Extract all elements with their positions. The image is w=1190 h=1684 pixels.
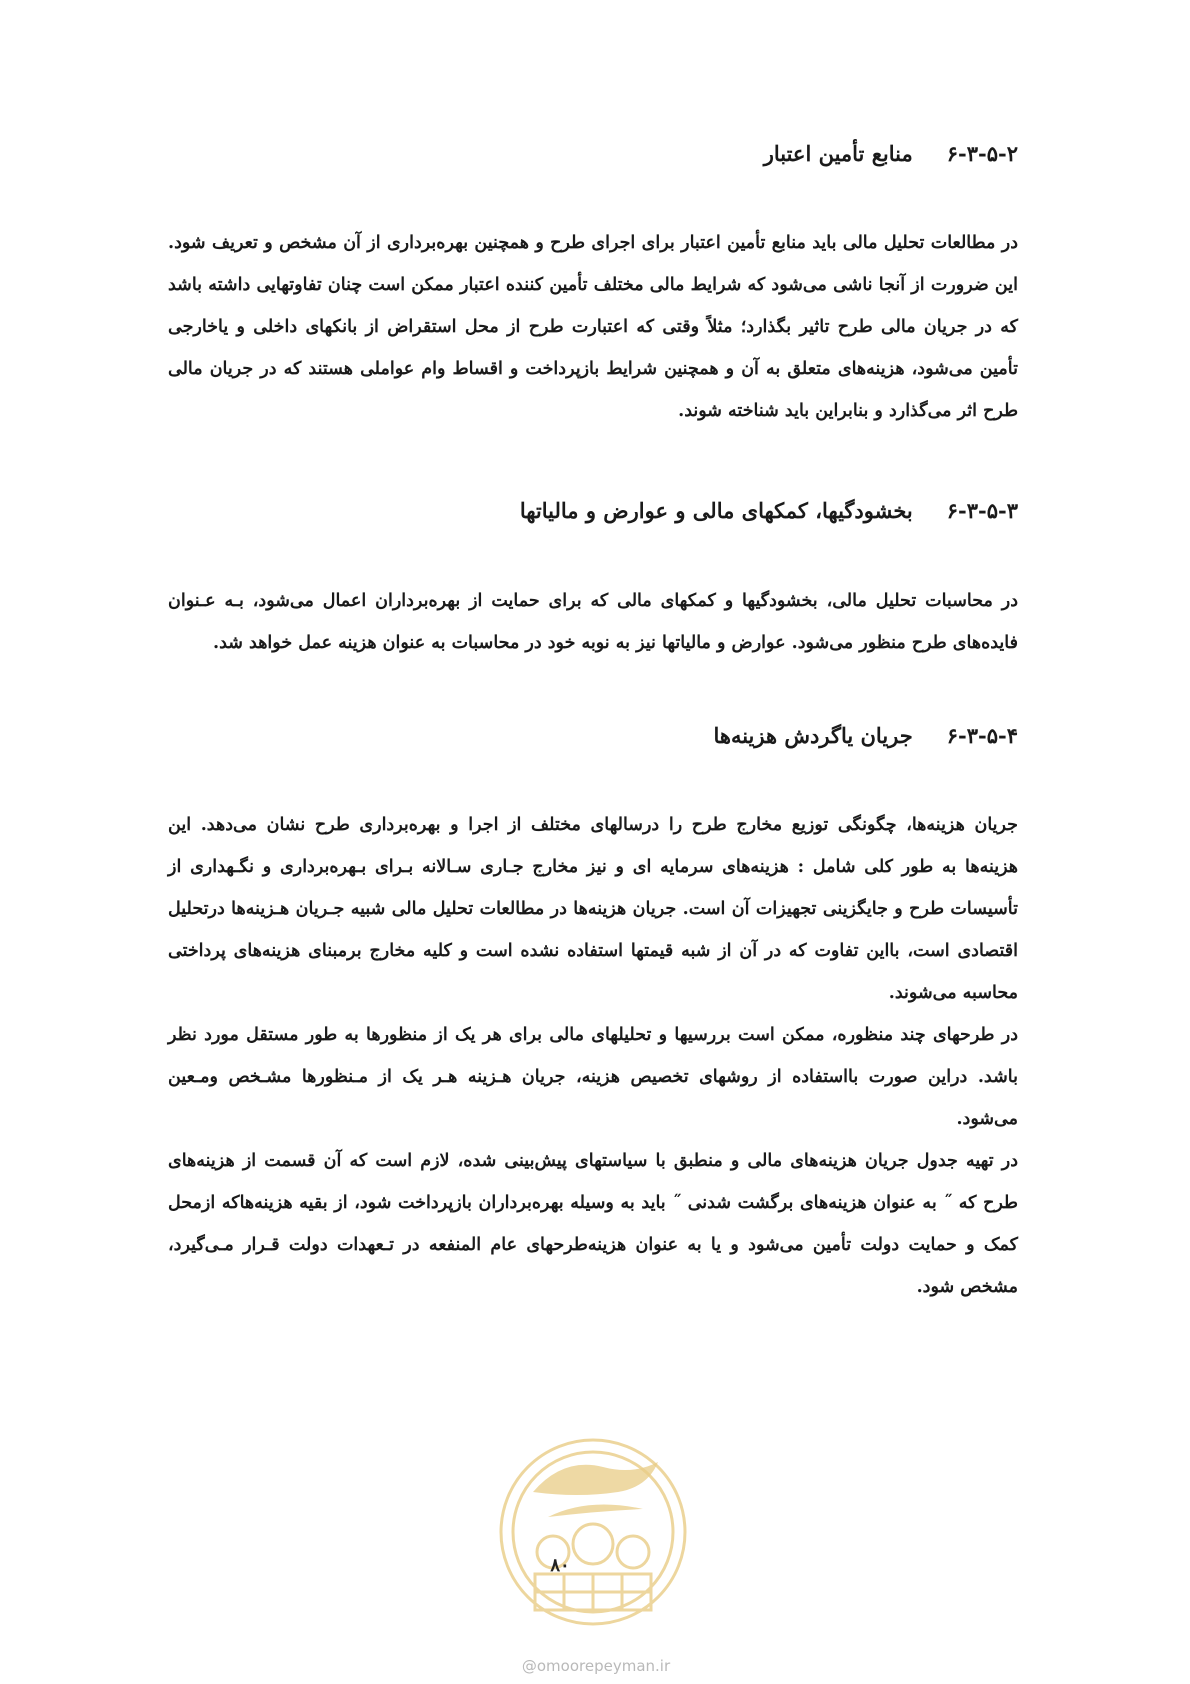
paragraph: جریان هزینه‌ها، چگونگی توزیع مخارج طرح را درسالهای مختلف از اجرا و بهره‌برداری طرح نشان می‌دهد. این هزینه‌ها به طور کلی شامل : هزینه‌های سرمایه ای و نیز مخارج جـاری سـالانه بـرای بـهره‌برداری و نگـهداری از تأسیسات طرح و جایگزینی تجهیزات آن است. جریان هزینه‌ها در مطالعات تحلیل مالی شبیه جـریان هـزینه‌ها درتحلیل اقتصادی است، بااین تفاوت که در آن از شبه قیمتها استفاده نشده است و کلیه مخارج برمبنای هزینه‌های پرداختی محاسبه می‌شوند.: [168, 815, 1018, 1003]
section-number-3: ۶-۳-۵-۴: [946, 723, 1018, 748]
section-body-3: [168, 804, 1018, 1308]
section-title-1: منابع تأمین اعتبار: [763, 141, 913, 166]
site-watermark: @omoorepeyman.ir: [521, 1657, 671, 1675]
paragraph: در طرحهای چند منظوره، ممکن است بررسیها و تحلیلهای مالی برای هر یک از منظورها به طور مستقل مورد نظر باشد. دراین صورت بااستفاده از روشهای تخصیص هزینه، جریان هـزینه هـر یک از مـنظورها مشـخص ومـعین می‌شود.: [168, 1025, 1018, 1129]
section-heading-1: [764, 140, 1018, 168]
paragraph: در تهیه جدول جریان هزینه‌های مالی و منطبق با سیاستهای پیش‌بینی شده، لازم است که آن قسمت از هزینه‌های طرح که ˝ به عنوان هزینه‌های برگشت شدنی ˝ باید به وسیله بهره‌برداران بازپرداخت شود، از بقیه هزینه‌هاکه ازمحل کمک و حمایت دولت تأمین می‌شود و یا به عنوان هزینه‌طرحهای عام المنفعه در تـعهدات دولت قـرار مـی‌گیرد، مشخص شود.: [168, 1151, 1018, 1297]
section-heading-2: [520, 497, 1018, 525]
paragraph: در محاسبات تحلیل مالی، بخشودگیها و کمکهای مالی که برای حمایت از بهره‌برداران اعمال می‌شود، بـه عـنوان فایده‌های طرح منظور می‌شود. عوارض و مالیاتها نیز به نوبه خود در محاسبات به عنوان هزینه عمل خواهد شد.: [168, 591, 1018, 653]
section-number-2: ۶-۳-۵-۳: [946, 498, 1018, 523]
section-title-2: بخشودگیها، کمکهای مالی و عوارض و مالیاتها: [519, 498, 913, 523]
section-title-3: جریان یاگردش هزینه‌ها: [713, 723, 913, 748]
section-number-1: ۶-۳-۵-۲: [946, 141, 1018, 166]
page-number: ۸۰: [550, 1555, 570, 1576]
section-body-2: [168, 580, 1018, 664]
section-heading-3: [713, 722, 1018, 750]
watermark-seal-logo: [493, 1432, 693, 1632]
paragraph: در مطالعات تحلیل مالی باید منابع تأمین اعتبار برای اجرای طرح و همچنین بهره‌برداری از آن مشخص و تعریف شود. این ضرورت از آنجا ناشی می‌شود که شرایط مالی مختلف تأمین کننده اعتبار ممکن است چنان تفاوتهایی داشته باشد که در جریان مالی طرح تاثیر بگذارد؛ مثلاً وقتی که اعتبارت طرح از محل استقراض از بانکهای داخلی و یاخارجی تأمین می‌شود، هزینه‌های متعلق به آن و همچنین شرایط بازپرداخت و اقساط وام عواملی هستند که در جریان مالی طرح اثر می‌گذارد و بنابراین باید شناخته شوند.: [168, 233, 1018, 421]
section-body-1: [168, 222, 1018, 432]
